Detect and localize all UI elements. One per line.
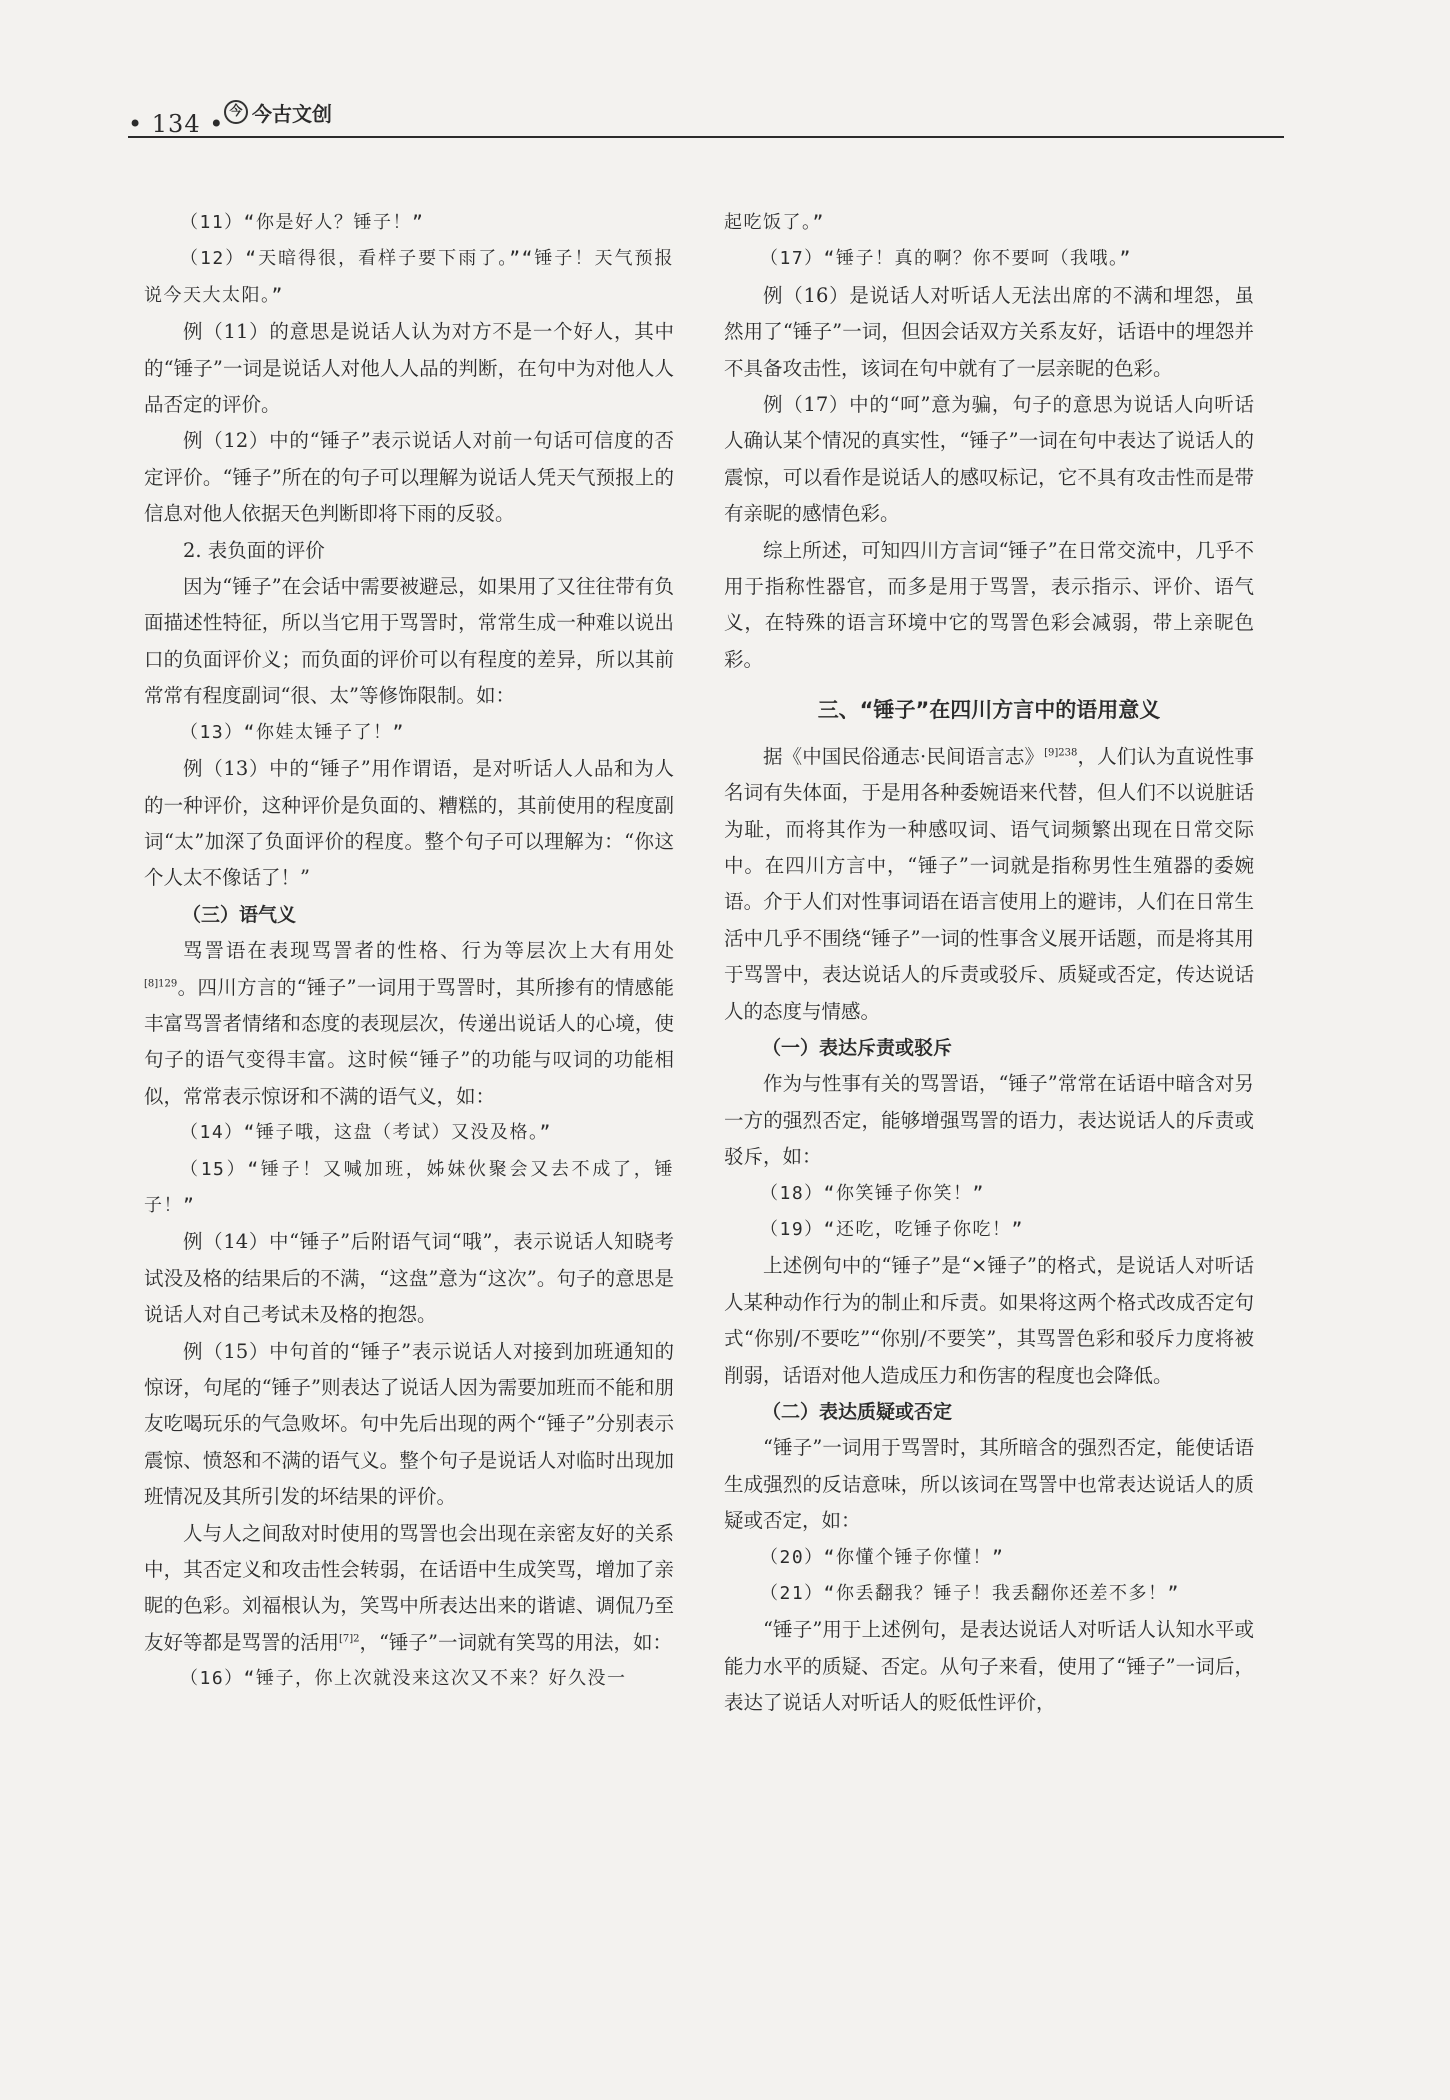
paragraph: 例（15）中句首的“锤子”表示说话人对接到加班通知的惊讶，句尾的“锤子”则表达了说话人因为需要加班而不能和朋友吃喝玩乐的气急败坏。句中先后出现的两个“锤子”分别表示震惊、愤怒和不满的语气义。整个句子是说话人对临时出现加班情况及其所引发的坏结果的评价。 xyxy=(144,1339,674,1509)
page-number: • 134 • xyxy=(128,110,225,138)
citation: [7]2 xyxy=(339,1633,360,1645)
example-16: （16）“锤子，你上次就没来这次又不来？好久没一 xyxy=(180,1668,627,1690)
paragraph: 例（11）的意思是说话人认为对方不是一个好人，其中的“锤子”一词是说话人对他人人品的判断，在句中为对他人人品否定的评价。 xyxy=(144,320,674,417)
paragraph-text: ，“锤子”一词就有笑骂的用法，如： xyxy=(359,1630,672,1654)
paragraph: 综上所述，可知四川方言词“锤子”在日常交流中，几乎不用于指称性器官，而多是用于骂詈，表示指示、评价、语气义，在特殊的语言环境中它的骂詈色彩会减弱，带上亲昵色彩。 xyxy=(724,538,1254,671)
paragraph: 例（12）中的“锤子”表示说话人对前一句话可信度的否定评价。“锤子”所在的句子可以理解为说话人凭天气预报上的信息对他人依据天色判断即将下雨的反驳。 xyxy=(144,429,674,526)
paragraph-text: ，人们认为直说性事名词有失体面，于是用各种委婉语来代替，但人们不以说脏话为耻，而将其作为一种感叹词、语气词频繁出现在日常交际中。在四川方言中，“锤子”一词就是指称男性生殖器的委婉语。介于人们对性事词语在语言使用上的避讳，人们在日常生活中几乎不围绕“锤子”一词的性事含义展开话题，而是将其用于骂詈中，表达说话人的斥责或驳斥、质疑或否定，传达说话人的态度与情感。 xyxy=(724,744,1254,1023)
subheading-negative-evaluation: 2. 表负面的评价 xyxy=(183,538,325,562)
paragraph-text: 据《中国民俗通志·民间语言志》 xyxy=(763,744,1045,768)
paragraph: 作为与性事有关的骂詈语，“锤子”常常在话语中暗含对另一方的强烈否定，能够增强骂詈的语力，表达说话人的斥责或驳斥，如： xyxy=(724,1072,1254,1169)
left-column xyxy=(144,205,674,1698)
paragraph: “锤子”用于上述例句，是表达说话人对听话人认知水平或能力水平的质疑、否定。从句子来看，使用了“锤子”一词后，表达了说话人对听话人的贬低性评价， xyxy=(724,1618,1254,1715)
citation: [8]129 xyxy=(144,978,178,990)
example-18: （18）“你笑锤子你笑！” xyxy=(760,1182,985,1204)
subheading-rebuke: （一）表达斥责或驳斥 xyxy=(762,1036,953,1059)
subheading-tone-meaning: （三）语气义 xyxy=(182,903,297,926)
example-21: （21）“你丢翻我？锤子！我丢翻你还差不多！” xyxy=(760,1583,1180,1605)
example-15: （15）“锤子！又喊加班，姊妹伙聚会又去不成了，锤子！” xyxy=(144,1158,674,1216)
page-header xyxy=(128,96,1284,138)
journal-logo-icon: 今 xyxy=(224,100,248,124)
example-17: （17）“锤子！真的啊？你不要呵（我哦。” xyxy=(760,248,1132,270)
citation: [9]238 xyxy=(1044,747,1078,759)
example-19: （19）“还吃，吃锤子你吃！” xyxy=(760,1218,1024,1240)
paragraph xyxy=(724,739,1254,1030)
paragraph-text: 。四川方言的“锤子”一词用于骂詈时，其所掺有的情感能丰富骂詈者情绪和态度的表现层次，传递出说话人的心境，使句子的语气变得丰富。这时候“锤子”的功能与叹词的功能相似，常常表示惊讶和不满的语气义，如： xyxy=(144,975,674,1108)
paragraph xyxy=(144,933,674,1115)
section-heading-3: 三、“锤子”在四川方言中的语用意义 xyxy=(817,698,1161,723)
paragraph: 例（16）是说话人对听话人无法出席的不满和埋怨，虽然用了“锤子”一词，但因会话双方关系友好，话语中的埋怨并不具备攻击性，该词在句中就有了一层亲昵的色彩。 xyxy=(724,283,1254,380)
right-column xyxy=(724,205,1254,1722)
example-14: （14）“锤子哦，这盘（考试）又没及格。” xyxy=(180,1122,552,1144)
journal-name: 今古文创 xyxy=(252,102,332,126)
paragraph xyxy=(144,1516,674,1662)
paragraph: 因为“锤子”在会话中需要被避忌，如果用了又往往带有负面描述性特征，所以当它用于骂詈时，常常生成一种难以说出口的负面评价义；而负面的评价可以有程度的差异，所以其前常常有程度副词“很、太”等修饰限制。如： xyxy=(144,575,674,708)
example-12: （12）“天暗得很，看样子要下雨了。”“锤子！天气预报说今天大太阳。” xyxy=(144,248,674,306)
example-13: （13）“你娃太锤子了！” xyxy=(180,721,405,743)
paragraph: 上述例句中的“锤子”是“×锤子”的格式，是说话人对听话人某种动作行为的制止和斥责。如果将这两个格式改成否定句式“你别/不要吃”“你别/不要笑”，其骂詈色彩和驳斥力度将被削弱，话语对他人造成压力和伤害的程度也会降低。 xyxy=(724,1254,1254,1387)
subheading-doubt: （二）表达质疑或否定 xyxy=(762,1401,953,1423)
paragraph: “锤子”一词用于骂詈时，其所暗含的强烈否定，能使话语生成强烈的反诘意味，所以该词在骂詈中也常表达说话人的质疑或否定，如： xyxy=(724,1436,1254,1533)
paragraph: 例（13）中的“锤子”用作谓语，是对听话人人品和为人的一种评价，这种评价是负面的、糟糕的，其前使用的程度副词“太”加深了负面评价的程度。整个句子可以理解为：“你这个人太不像话了！” xyxy=(144,757,674,890)
example-20: （20）“你懂个锤子你懂！” xyxy=(760,1546,1005,1568)
paragraph: 例（14）中“锤子”后附语气词“哦”，表示说话人知晓考试没及格的结果后的不满，“这盘”意为“这次”。句子的意思是说话人对自己考试未及格的抱怨。 xyxy=(144,1230,674,1327)
example-11: （11）“你是好人？锤子！” xyxy=(180,212,425,233)
example-16-continued: 起吃饭了。” xyxy=(724,212,825,233)
paragraph-text: 骂詈语在表现骂詈者的性格、行为等层次上大有用处 xyxy=(183,939,674,963)
paragraph-text: 人与人之间敌对时使用的骂詈也会出现在亲密友好的关系中，其否定义和攻击性会转弱，在话语中生成笑骂，增加了亲昵的色彩。刘福根认为，笑骂中所表达出来的谐谑、调侃乃至友好等都是骂詈的活用 xyxy=(144,1521,674,1654)
paragraph: 例（17）中的“呵”意为骗，句子的意思为说话人向听话人确认某个情况的真实性，“锤子”一词在句中表达了说话人的震惊，可以看作是说话人的感叹标记，它不具有攻击性而是带有亲昵的感情色彩。 xyxy=(724,393,1254,526)
